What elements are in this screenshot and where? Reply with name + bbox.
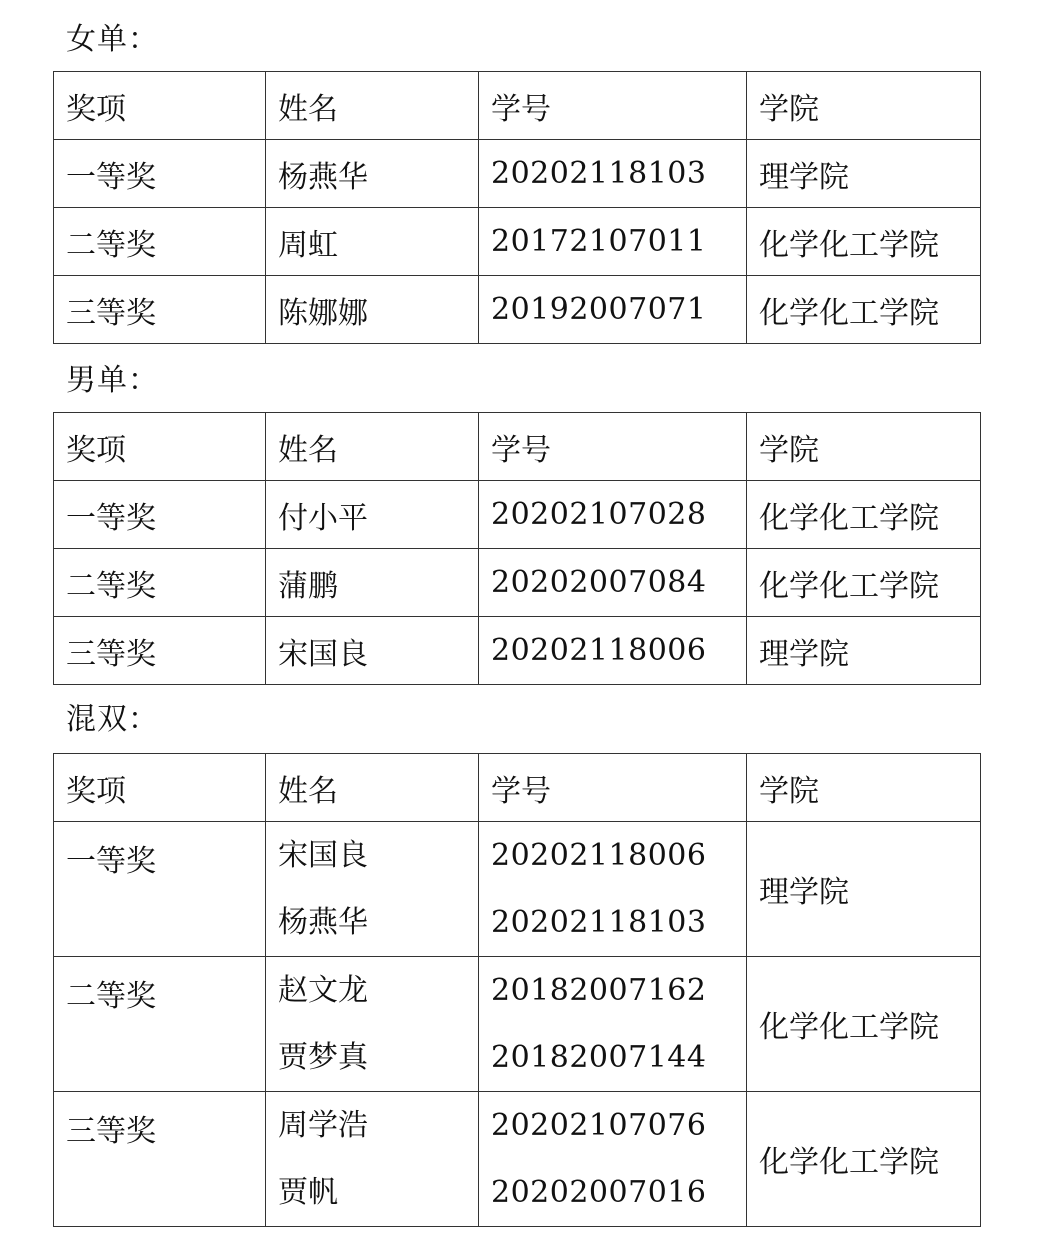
header-student-id: 学号 [479,413,747,481]
section-title-mixed-doubles: 混双： [66,702,159,737]
student-id-cell [479,822,747,957]
award-cell: 三等奖 [54,1092,266,1227]
name-cell: 蒲鹏 [266,549,479,617]
college-cell: 理学院 [747,822,981,957]
award-cell: 二等奖 [54,957,266,1092]
mens-singles-table [53,412,981,685]
name-cell: 付小平 [266,481,479,549]
student-id-cell [479,1092,747,1227]
name-cell [266,822,479,957]
college-cell: 理学院 [747,617,981,685]
player-name: 贾梦真 [278,1040,368,1075]
name-cell [266,1092,479,1227]
student-id-cell: 20202118006 [479,617,747,685]
award-cell: 三等奖 [54,276,266,344]
table-row [54,276,981,344]
student-id: 20202007016 [491,1175,707,1210]
table-header-row [54,72,981,140]
player-name: 宋国良 [278,838,368,873]
table-row [54,549,981,617]
name-cell: 杨燕华 [266,140,479,208]
college-cell: 化学化工学院 [747,957,981,1092]
name-cell [266,957,479,1092]
table-header-row [54,413,981,481]
name-cell: 陈娜娜 [266,276,479,344]
player-name: 赵文龙 [278,973,368,1008]
name-cell: 宋国良 [266,617,479,685]
student-id: 20182007162 [491,973,707,1008]
header-award: 奖项 [54,72,266,140]
header-award: 奖项 [54,413,266,481]
college-cell: 理学院 [747,140,981,208]
player-name: 杨燕华 [278,905,368,940]
college-cell: 化学化工学院 [747,208,981,276]
table-row [54,208,981,276]
college-cell: 化学化工学院 [747,481,981,549]
student-id-cell: 20202118103 [479,140,747,208]
table-header-row [54,754,981,822]
table-row [54,822,981,957]
award-cell: 二等奖 [54,208,266,276]
student-id: 20182007144 [491,1040,707,1075]
award-cell: 三等奖 [54,617,266,685]
college-cell: 化学化工学院 [747,276,981,344]
student-id: 20202118103 [491,905,707,940]
name-cell: 周虹 [266,208,479,276]
student-id-cell: 20202107028 [479,481,747,549]
award-cell: 一等奖 [54,140,266,208]
table-row [54,1092,981,1227]
student-id-cell: 20172107011 [479,208,747,276]
section-title-mens-singles: 男单： [66,363,159,398]
header-college: 学院 [747,754,981,822]
student-id-cell: 20192007071 [479,276,747,344]
award-cell: 二等奖 [54,549,266,617]
header-award: 奖项 [54,754,266,822]
header-college: 学院 [747,72,981,140]
table-row [54,481,981,549]
player-name: 贾帆 [278,1175,338,1210]
header-college: 学院 [747,413,981,481]
award-cell: 一等奖 [54,481,266,549]
table-row [54,140,981,208]
header-student-id: 学号 [479,72,747,140]
header-name: 姓名 [266,72,479,140]
header-name: 姓名 [266,754,479,822]
college-cell: 化学化工学院 [747,1092,981,1227]
header-student-id: 学号 [479,754,747,822]
student-id: 20202118006 [491,838,707,873]
award-cell: 一等奖 [54,822,266,957]
mixed-doubles-table [53,753,981,1227]
student-id-cell [479,957,747,1092]
college-cell: 化学化工学院 [747,549,981,617]
player-name: 周学浩 [278,1108,368,1143]
table-row [54,617,981,685]
header-name: 姓名 [266,413,479,481]
womens-singles-table [53,71,981,344]
student-id: 20202107076 [491,1108,707,1143]
student-id-cell: 20202007084 [479,549,747,617]
table-row [54,957,981,1092]
section-title-womens-singles: 女单： [66,22,159,57]
